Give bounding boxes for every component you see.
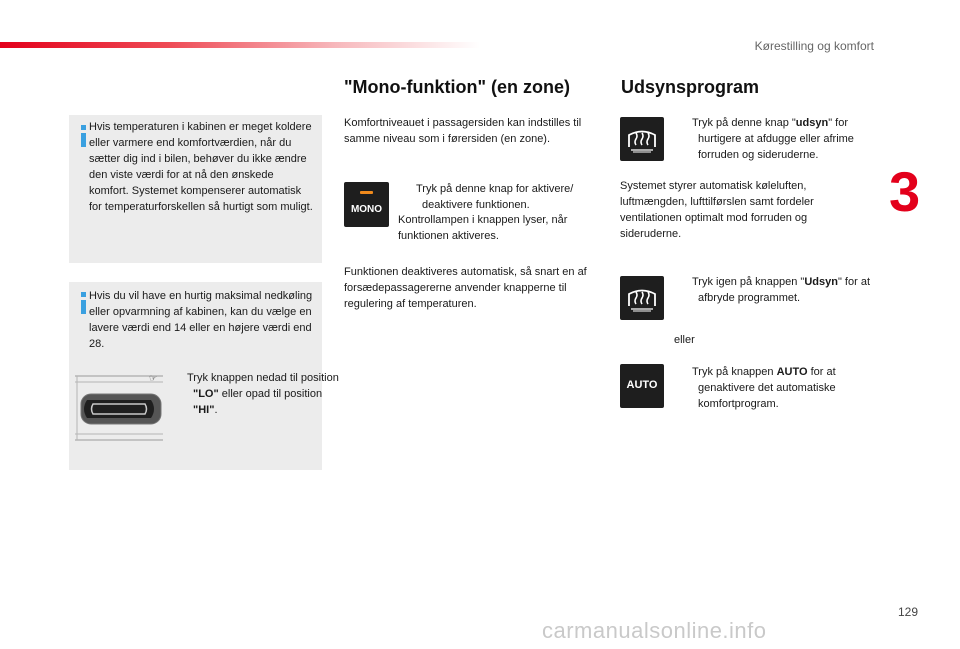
mono-lamp-text: Kontrollampen i knappen lyser, når funktionen aktiveres. [398, 214, 568, 242]
mono-step: ☞ Tryk på denne knap for aktivere/ deaktivere funktionen. [378, 183, 574, 211]
watermark: carmanualsonline.info [542, 618, 767, 643]
visibility-step-1: ☞ Tryk på denne knap "udsyn" for hurtigere at afdugge eller afrime forruden og sideruderne. [654, 117, 854, 161]
pointing-hand-icon: ☞ [654, 118, 663, 128]
pointing-hand-icon: ☞ [654, 277, 663, 287]
visibility-description: Systemet styrer automatisk køleluften, luftmængden, lufttilførslen samt fordeler ventilationen optimalt mod forruden og sideruderne. [620, 180, 814, 240]
visibility-step-2: ☞ Tryk igen på knappen "Udsyn" for at afbryde programmet. [654, 276, 870, 304]
info-icon [81, 125, 86, 147]
pointing-hand-icon: ☞ [654, 367, 663, 377]
mono-outro: Funktionen deaktiveres automatisk, så snart en af forsædepassagererne anvender knapperne til regulering af temperaturen. [344, 266, 587, 310]
info-box-temperature [69, 115, 322, 263]
pointing-hand-icon: ☞ [149, 373, 158, 383]
info-text-temperature: Hvis temperaturen i kabinen er meget koldere eller varmere end komfortværdien, når du sætter dig ind i bilen, behøver du ikke ændre den viste værdi for at nå den ønskede komfort. Systemet kompenserer automatisk for temperaturforskellen så hurtigt som muligt. [89, 121, 313, 213]
chapter-title: Kørestilling og komfort [754, 39, 874, 53]
mono-indicator-lamp [360, 191, 373, 194]
info-text-maximal: Hvis du vil have en hurtig maksimal nedkøling eller opvarmning af kabinen, kan du vælge en lavere værdi end 14 eller en højere værdi end 28. [89, 290, 313, 350]
header-accent-bar [0, 42, 480, 48]
info-box-maximal [69, 282, 339, 470]
visibility-step-3: ☞ Tryk på knappen AUTO for at genaktivere det automatiske komfortprogram. [654, 366, 836, 410]
section-title-mono: "Mono-funktion" (en zone) [344, 77, 571, 97]
mono-intro: Komfortniveauet i passagersiden kan indstilles til samme niveau som i førersiden (en zone). [344, 117, 582, 145]
mono-button-label: MONO [350, 204, 383, 215]
page-number: 129 [898, 605, 919, 619]
chapter-number: 3 [889, 160, 921, 223]
or-text: eller [674, 334, 695, 346]
auto-button-label: AUTO [626, 379, 658, 391]
pointing-hand-icon: ☞ [378, 184, 387, 194]
info-icon [81, 292, 86, 314]
step-lo-hi: ☞ Tryk knappen nedad til position "LO" eller opad til position "HI". [149, 372, 339, 416]
section-title-visibility: Udsynsprogram [621, 77, 760, 97]
